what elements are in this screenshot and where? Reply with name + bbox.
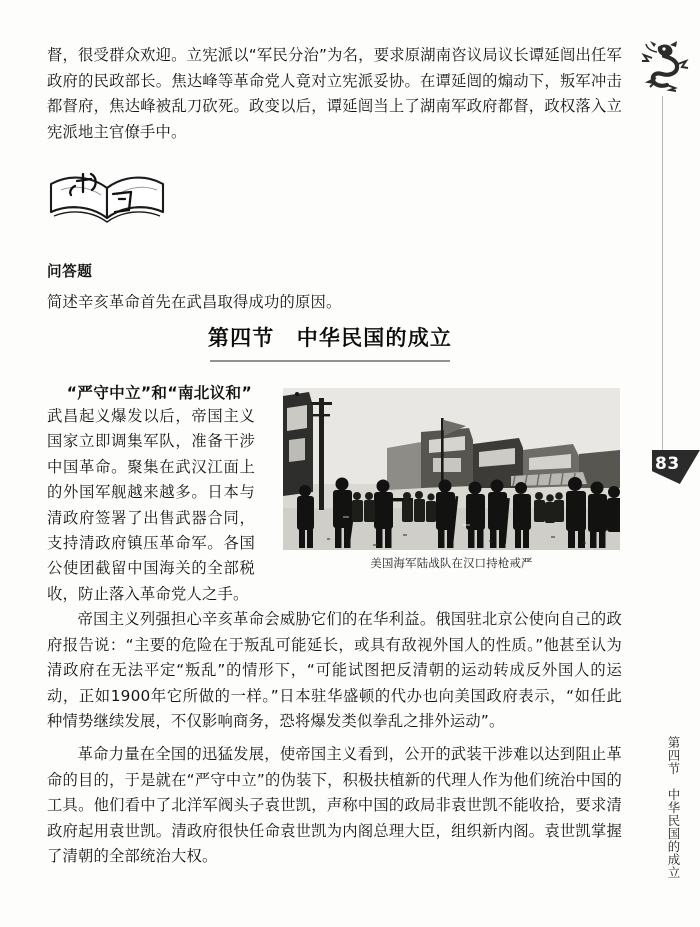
body-paragraph-2-text: 革命力量在全国的迅猛发展，使帝国主义看到，公开的武装干涉难以达到阻止革命的目的，于是就在“严守中立”的伪装下，积极扶植新的代理人作为他们统治中国的工具。他们看中了北洋军阀头子袁世凯，声称中国的政局非袁世凯不能收拾，要求清政府起用袁世凯。清政府很快任命袁世凯为内阁总理大臣，组织新内阁。袁世凯掌握了清朝的全部统治大权。 <box>47 745 622 866</box>
subsection-heading: “严守中立”和“南北议和” <box>66 384 252 402</box>
body-paragraph-1-text: 帝国主义列强担心辛亥革命会威胁它们的在华利益。俄国驻北京公使向自己的政府报告说：“主要的危险在于叛乱可能延长，或具有敌视外国人的性质。”他甚至认为清政府在无法平定“叛乱”的情形下，“可能试图把反清朝的运动转成反外国人的运动，正如1900年它所做的一样。”日本驻华盛顿的代办也向美国政府表示，“如任此种情势继续发展，不仅影响商务，恐将爆发类似拳乱之排外运动”。 <box>47 610 622 731</box>
historical-photograph <box>283 388 620 550</box>
exercise-heading: 问答题 <box>47 263 93 280</box>
section-title: 第四节 中华民国的成立 <box>207 326 453 350</box>
page-number-flag <box>652 450 700 484</box>
running-head: 第四节 中华民国的成立 <box>666 736 681 879</box>
body-paragraph-1 <box>47 607 622 735</box>
page-number: 83 <box>655 454 680 474</box>
dragon-ornament-icon <box>634 38 692 92</box>
section-divider-rule <box>210 360 450 362</box>
photo-figure <box>283 388 620 571</box>
intro-paragraph-text: 武昌起义爆发以后，帝国主义国家立即调集军队，准备干涉中国革命。聚集在武汉江面上的外国军舰越来越多。日本与清政府签署了出售武器合同，支持清政府镇压革命军。各国公使团截留中国海关的全部税收，防止落入革命党人之手。 <box>47 407 255 603</box>
body-paragraph-2 <box>47 742 622 870</box>
opening-paragraph-text: 督，很受群众欢迎。立宪派以“军民分治”为名，要求原湖南咨议局议长谭延闿出任军政府的民政部长。焦达峰等革命党人竟对立宪派妥协。在谭延闿的煽动下，叛军冲击都督府，焦达峰被乱刀砍死。政变以后，谭延闿当上了湖南军政府都督，政权落入立宪派地主官僚手中。 <box>47 46 622 141</box>
opening-paragraph <box>47 43 622 145</box>
section-header <box>0 322 660 362</box>
exercise-question: 简述辛亥革命首先在武昌取得成功的原因。 <box>47 293 342 311</box>
open-book-icon <box>47 168 171 226</box>
exercise-section <box>47 168 447 314</box>
photo-caption: 美国海军陆战队在汉口持枪戒严 <box>370 556 533 570</box>
margin-vertical-rule <box>662 96 663 458</box>
intro-paragraph <box>47 404 255 607</box>
